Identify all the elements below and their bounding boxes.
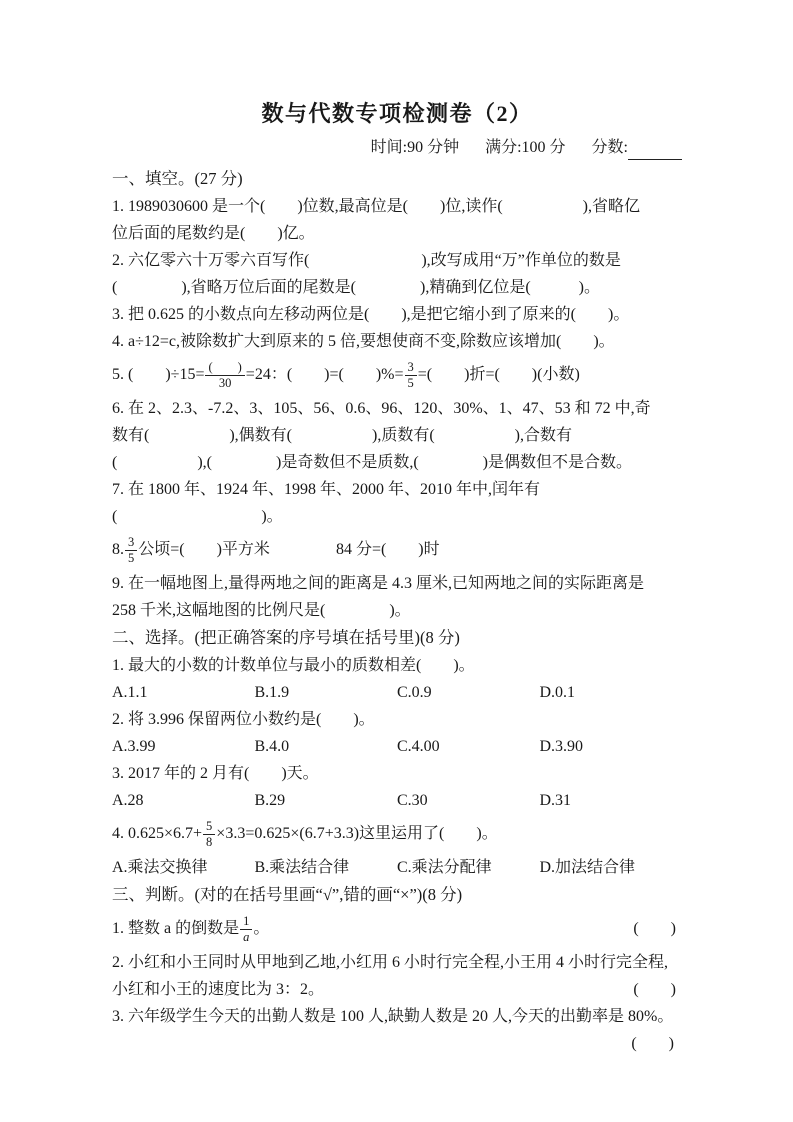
score-label: 分数: [591,139,628,156]
option-c: C.30 [397,792,428,809]
option-b: B.1.9 [254,684,290,701]
judge-q2-line1: 2. 小红和小王同时从甲地到乙地,小红用 6 小时行完全程,小王用 4 小时行完全程, [112,954,669,971]
judge-q3-answer-parens: ( ) [631,1035,674,1052]
judge-q1 [112,909,682,949]
score-field [592,136,682,160]
fill-q8: 8. $\frac{3}{5}$ 公顷=( )平方米 84 分=( )时 [112,535,440,565]
fill-q2-line1: 2. 六亿零六十万零六百写作( ),改写成用“万”作单位的数是 [112,252,621,269]
fraction-three-fifths: $\frac{3}{5}$ [125,535,137,565]
choice-q2-options [112,733,682,760]
option-a: A.1.1 [112,684,148,701]
paper-content [112,97,682,1057]
fill-q7-line1: 7. 在 1800 年、1924 年、1998 年、2000 年、2010 年中,闰年有 [112,481,541,498]
fraction-blank-over-30: $\frac{( )}{30}$ [205,360,244,390]
option-c: C.0.9 [397,684,432,701]
fill-q1-line1: 1. 1989030600 是一个( )位数,最高位是( )位,读作( ),省略亿 [112,198,640,215]
fill-q3: 3. 把 0.625 的小数点向左移动两位是( ),是把它缩小到了原来的( )。 [112,306,630,323]
judge-q1-answer-parens: ( ) [633,920,676,937]
choice-q1: 1. 最大的小数的计数单位与最小的质数相差( )。 [112,657,475,674]
time-label: 时间:90 分钟 [370,139,460,156]
fill-q9-line2: 258 千米,这幅地图的比例尺是( )。 [112,602,411,619]
option-a: A.3.99 [112,738,156,755]
option-a: A.28 [112,792,144,809]
fill-q6-line1: 6. 在 2、2.3、-7.2、3、105、56、0.6、96、120、30%、1、47、53 和 72 中,奇 [112,400,651,417]
fill-q1-line2: 位后面的尾数约是( )亿。 [112,225,315,242]
fraction-one-over-a: $\frac{1}{a}$ [240,914,252,944]
fraction-three-fifths: $\frac{3}{5}$ [405,360,417,390]
option-b: B.29 [254,792,286,809]
section3-heading: 三、判断。(对的在括号里画“√”,错的画“×”)(8 分) [112,885,463,904]
fill-q6-line3: ( ),( )是奇数但不是质数,( )是偶数但不是合数。 [112,454,632,471]
judge-q3: 3. 六年级学生今天的出勤人数是 100 人,缺勤人数是 20 人,今天的出勤率是 80%。 [112,1008,674,1025]
choice-q3: 3. 2017 年的 2 月有( )天。 [112,765,319,782]
fill-q6-line2: 数有( ),偶数有( ),质数有( ),合数有 [112,427,572,444]
choice-q2: 2. 将 3.996 保留两位小数约是( )。 [112,711,375,728]
section2-heading: 二、选择。(把正确答案的序号填在括号里)(8 分) [112,628,460,647]
fill-q2-line2: ( ),省略万位后面的尾数是( ),精确到亿位是( )。 [112,279,600,296]
option-d: D.3.90 [539,738,584,755]
judge-q2-text: 小红和小王的速度比为 3：2。 [112,981,325,998]
option-d: D.31 [539,792,572,809]
score-blank-line [628,141,682,160]
fill-q5: 5. ( )÷15= $\frac{( )}{30}$ =24：( )=( )%= $\frac{3}{5}$ =( )折=( )(小数) [112,360,580,390]
judge-q2-answer-parens: ( ) [633,981,676,998]
judge-q3-answer-row [112,1030,682,1057]
fraction-five-eighths: $\frac{5}{8}$ [203,819,215,849]
judge-q1-text: 1. 整数 a 的倒数是 $\frac{1}{a}$ 。 [112,914,270,944]
exam-info [112,136,682,160]
fill-q4: 4. a÷12=c,被除数扩大到原来的 5 倍,要想使商不变,除数应该增加( )。 [112,333,615,350]
choice-q1-options [112,679,682,706]
choice-q3-options [112,787,682,814]
full-score-label: 满分:100 分 [485,139,566,156]
fill-q9-line1: 9. 在一幅地图上,量得两地之间的距离是 4.3 厘米,已知两地之间的实际距离是 [112,575,645,592]
option-d: D.加法结合律 [539,859,636,876]
choice-q4: 4. 0.625×6.7+ $\frac{5}{8}$ ×3.3=0.625×(6.7+3.3)这里运用了( )。 [112,819,498,849]
section1-heading: 一、填空。(27 分) [112,169,243,188]
choice-q4-options [112,854,682,881]
option-c: C.乘法分配律 [397,859,492,876]
option-b: B.乘法结合律 [254,859,350,876]
option-a: A.乘法交换律 [112,859,208,876]
fill-q7-line2: ( )。 [112,508,283,525]
page-title: 数与代数专项检测卷（2） [261,101,533,126]
judge-q2-line2 [112,976,682,1003]
option-c: C.4.00 [397,738,440,755]
option-b: B.4.0 [254,738,290,755]
option-d: D.0.1 [539,684,576,701]
